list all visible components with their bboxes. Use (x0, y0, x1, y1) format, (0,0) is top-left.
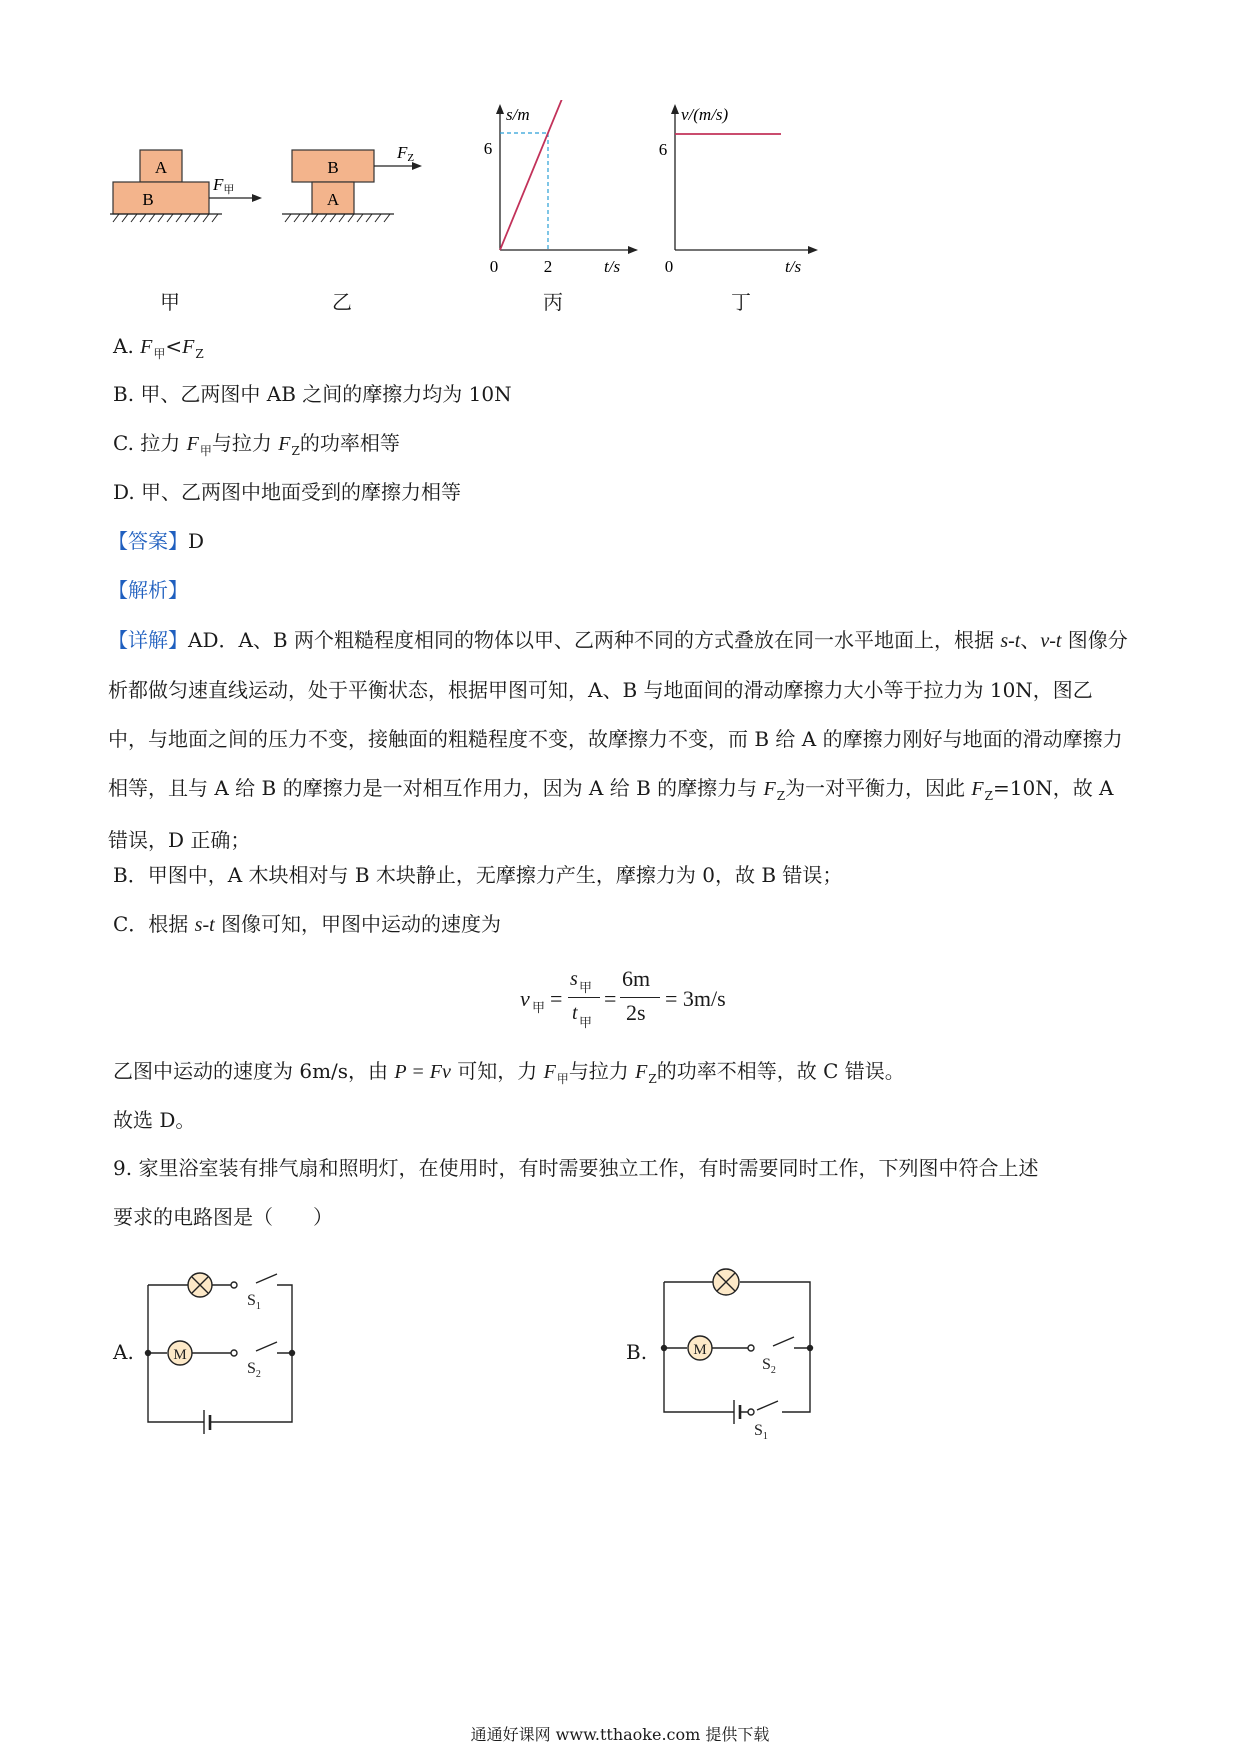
chart-v-t (645, 100, 825, 280)
block-a-label: A (326, 190, 340, 209)
svg-text:S2: $S_2$ (247, 1360, 261, 1380)
caption-jia: 甲 (160, 290, 180, 314)
answer (108, 527, 204, 555)
block-b-label: B (327, 158, 339, 177)
caption-bing: 丙 (543, 290, 563, 314)
option-b: B. 甲、乙两图中 AB 之间的摩擦力均为 10N (113, 382, 512, 406)
svg-text:S1: $S_1$ (247, 1292, 261, 1312)
option-d: D. 甲、乙两图中地面受到的摩擦力相等 (113, 480, 462, 504)
force-jia-label: F甲 (213, 175, 235, 196)
detail-c-conclusion: 乙图中运动的速度为 6m/s，由 P = Fv 可知，力 $F_甲$与拉力 $F_Z$的功率不相等，故 C 错误。 (113, 1059, 905, 1086)
answer-value: D (188, 529, 205, 553)
y-tick-label: 6 (658, 140, 668, 159)
x-tick-label: 2 (543, 257, 553, 276)
chart-s-t (470, 100, 640, 280)
option-a: A. $F_甲<F_Z$ (113, 334, 204, 361)
analysis-tag: 【解析】 (108, 578, 188, 602)
y-axis-label: v/(m/s) (681, 105, 729, 124)
y-tick-label: 6 (483, 139, 493, 158)
question-9-line2: 要求的电路图是（ ） (113, 1205, 333, 1229)
footer: 通通好课网 www.tthaoke.com 提供下载 (470, 1725, 770, 1744)
ground-hatch (285, 214, 390, 222)
block-b-label: B (142, 190, 154, 209)
option-c: C. 拉力 $F_甲$与拉力 $F_Z$的功率相等 (113, 431, 400, 458)
circuit-b (650, 1255, 830, 1465)
detail-c: C．根据 s-t 图像可知，甲图中运动的速度为 (113, 912, 502, 936)
block-b-bottom (113, 182, 209, 214)
answer-tag: 【答案】 (108, 529, 188, 553)
question-9-line1: 9. 家里浴室装有排气扇和照明灯，在使用时，有时需要独立工作，有时需要同时工作，下列图中符合上述 (113, 1156, 1039, 1180)
origin-label: 0 (489, 257, 499, 276)
x-axis-label: t/s (604, 257, 621, 276)
circuit-a-label: A. (113, 1340, 134, 1364)
svg-text:M: M (173, 1347, 187, 1363)
force-yi-label: FZ (397, 143, 415, 164)
circuit-a (140, 1260, 320, 1440)
y-axis-label: s/m (506, 105, 530, 124)
figure-yi (282, 140, 442, 240)
detail-paragraph: 【详解】AD．A、B 两个粗糙程度相同的物体以甲、乙两种不同的方式叠放在同一水平地面上，根据 s-t、v-t 图像分析都做匀速直线运动，处于平衡状态，根据甲图可知，A、B 与地面间的滑动摩擦力大小等于拉力为 10N，图乙中，与地面之间的压力不变，接触面的粗糙程度不变，故摩擦力不变，而 B 给 A 的摩擦力刚好与地面的滑动摩擦力相等，且与 A 给 B 的摩擦力是一对相互作用力，因为 A 给 B 的摩擦力与 $F_Z$为一对平衡力，因此 $F_Z=10N$，故 A 错误，D 正确； (108, 628, 1128, 852)
svg-text:S2: $S_2$ (762, 1356, 776, 1376)
velocity-formula: v 甲 = s 甲 t 甲 = 6m 2s = 3m/s (520, 966, 726, 1030)
caption-ding: 丁 (731, 290, 751, 314)
origin-label: 0 (664, 257, 674, 276)
figure-jia (110, 140, 270, 240)
svg-text:M: M (693, 1342, 707, 1358)
caption-yi: 乙 (332, 290, 352, 314)
detail-final: 故选 D。 (113, 1108, 196, 1132)
block-a-label: A (154, 158, 168, 177)
svg-text:S1: $S_1$ (754, 1422, 768, 1442)
x-axis-label: t/s (785, 257, 802, 276)
circuit-b-label: B. (626, 1340, 648, 1364)
detail-b: B．甲图中，A 木块相对与 B 木块静止，无摩擦力产生，摩擦力为 0，故 B 错误； (113, 863, 843, 887)
ground-hatch (113, 214, 218, 222)
